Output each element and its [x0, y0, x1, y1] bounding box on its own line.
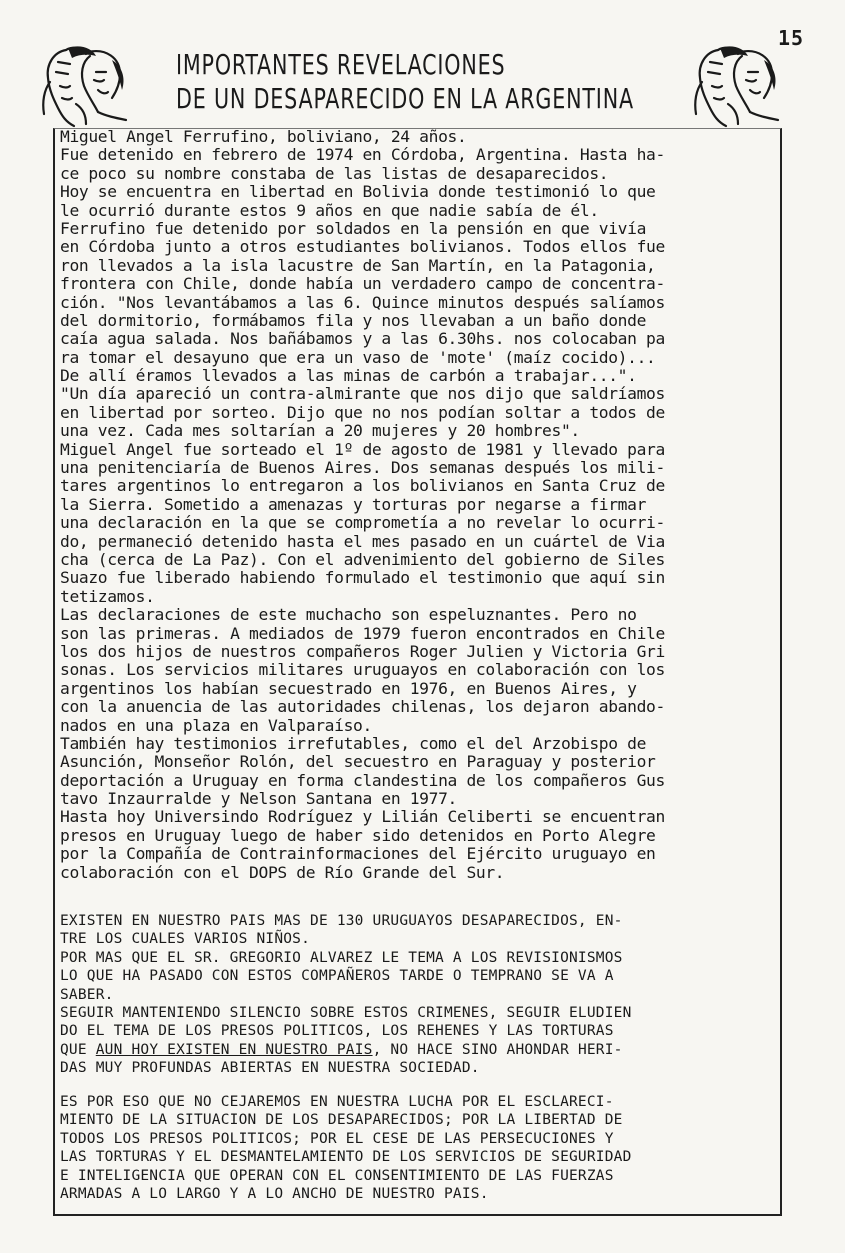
article-line: También hay testimonios irrefutables, como el del Arzobispo de: [60, 733, 647, 753]
page-number: 15: [778, 26, 805, 50]
notice-line: DAS MUY PROFUNDAS ABIERTAS EN NUESTRA SOCIEDAD.: [60, 1060, 480, 1077]
notice-line: POR MAS QUE EL SR. GREGORIO ALVAREZ LE TEMA A LOS REVISIONISMOS: [60, 949, 623, 966]
notice-line: EXISTEN EN NUESTRO PAIS MAS DE 130 URUGUAYOS DESAPARECIDOS, EN-: [60, 913, 623, 929]
article-line: le ocurrió durante estos 9 años en que nadie sabía de él.: [60, 200, 599, 220]
headline-line-2: DE UN DESAPARECIDO EN LA ARGENTINA: [176, 82, 634, 115]
notice-line: LAS TORTURAS Y EL DESMANTELAMIENTO DE LOS SERVICIOS DE SEGURIDAD: [60, 1149, 632, 1166]
article-line: ra tomar el desayuno que era un vaso de 'mote' (maíz cocido)...: [60, 347, 656, 367]
article-line: sonas. Los servicios militares uruguayos en colaboración con los: [60, 660, 665, 680]
notice-line: [60, 1041, 780, 1059]
article-line: tares argentinos lo entregaron a los bolivianos en Santa Cruz de: [60, 476, 665, 496]
article-line: Hasta hoy Universindo Rodríguez y Lilián Celiberti se encuentran: [60, 807, 665, 827]
article-line: Miguel Angel Ferrufino, boliviano, 24 años.: [60, 127, 467, 146]
article-body: [60, 128, 780, 882]
article-line: una vez. Cada mes soltarían a 20 mujeres y 20 hombres".: [60, 421, 580, 441]
article-line: por la Compañía de Contrainformaciones del Ejército uruguayo en: [60, 844, 656, 864]
notice-line: DO EL TEMA DE LOS PRESOS POLITICOS, LOS REHENES Y LAS TORTURAS: [60, 1023, 614, 1040]
article-line: Hoy se encuentra en libertad en Bolivia donde testimonió lo que: [60, 182, 656, 202]
notice-line: LO QUE HA PASADO CON ESTOS COMPAÑEROS TARDE O TEMPRANO SE VA A: [60, 968, 614, 985]
article-line: tavo Inzaurralde y Nelson Santana en 1977.: [60, 789, 457, 809]
faces-logo-left-icon: [36, 42, 132, 128]
article-line: en libertad por sorteo. Dijo que no nos podían soltar a todos de: [60, 402, 665, 422]
article-line: Miguel Angel fue sorteado el 1º de agosto de 1981 y llevado para: [60, 439, 665, 459]
article-line: los dos hijos de nuestros compañeros Roger Julien y Victoria Gri: [60, 641, 665, 661]
article-line: una penitenciaría de Buenos Aires. Dos semanas después los mili-: [60, 458, 665, 478]
article-line: con la anuencia de las autoridades chilenas, los dejaron abando-: [60, 697, 665, 717]
notice-line: ARMADAS A LO LARGO Y A LO ANCHO DE NUESTRO PAIS.: [60, 1185, 489, 1202]
article-line: en Córdoba junto a otros estudiantes bolivianos. Todos ellos fue: [60, 237, 665, 257]
article-line: caía agua salada. Nos bañábamos y a las 6.30hs. nos colocaban pa: [60, 329, 665, 349]
article-line: ce poco su nombre constaba de las listas de desaparecidos.: [60, 163, 609, 183]
article-line: presos en Uruguay luego de haber sido detenidos en Porto Alegre: [60, 825, 656, 845]
article-line: De allí éramos llevados a las minas de carbón a trabajar...".: [60, 366, 637, 386]
article-line: la Sierra. Sometido a amenazas y torturas por negarse a firmar: [60, 494, 647, 514]
article-line: deportación a Uruguay en forma clandestina de los compañeros Gus: [60, 770, 665, 790]
article-line: do, permaneció detenido hasta el mes pasado en un cuártel de Via: [60, 531, 665, 551]
article-line: del dormitorio, formábamos fila y nos llevaban a un baño donde: [60, 310, 647, 330]
notice-text: QUE: [60, 1041, 96, 1058]
notice-line: MIENTO DE LA SITUACION DE LOS DESAPARECIDOS; POR LA LIBERTAD DE: [60, 1112, 623, 1129]
article-line: cha (cerca de La Paz). Con el advenimiento del gobierno de Siles: [60, 549, 665, 569]
notice-line: SABER.: [60, 986, 114, 1003]
faces-logo-right-icon: [688, 42, 784, 128]
headline: [176, 48, 634, 116]
notice-text: , NO HACE SINO AHONDAR HERI-: [372, 1041, 623, 1058]
article-line: son las primeras. A mediados de 1979 fueron encontrados en Chile: [60, 623, 665, 643]
article-line: argentinos los habían secuestrado en 1976, en Buenos Aires, y: [60, 678, 637, 698]
article-line: Suazo fue liberado habiendo formulado el testimonio que aquí sin: [60, 568, 665, 588]
article-line: Fue detenido en febrero de 1974 en Córdoba, Argentina. Hasta ha-: [60, 145, 665, 165]
article-line: "Un día apareció un contra-almirante que nos dijo que saldríamos: [60, 384, 665, 404]
article-line: ron llevados a la isla lacustre de San Martín, en la Patagonia,: [60, 255, 656, 275]
article-line: nados en una plaza en Valparaíso.: [60, 715, 372, 735]
article-line: frontera con Chile, donde había un verdadero campo de concentra-: [60, 274, 665, 294]
article-line: Asunción, Monseñor Rolón, del secuestro en Paraguay y posterior: [60, 752, 656, 772]
article-line: Ferrufino fue detenido por soldados en la pensión en que vivía: [60, 218, 647, 238]
notice-line: ES POR ESO QUE NO CEJAREMOS EN NUESTRA LUCHA POR EL ESCLARECI-: [60, 1094, 614, 1110]
article-line: ción. "Nos levantábamos a las 6. Quince minutos después salíamos: [60, 292, 665, 312]
notice-block-2: [60, 1093, 780, 1203]
article-line: una declaración en la que se comprometía a no revelar lo ocurri-: [60, 513, 665, 533]
notice-line: TODOS LOS PRESOS POLITICOS; POR EL CESE DE LAS PERSECUCIONES Y: [60, 1130, 614, 1147]
notice-line: TRE LOS CUALES VARIOS NIÑOS.: [60, 931, 311, 948]
headline-line-1: IMPORTANTES REVELACIONES: [176, 48, 506, 81]
underlined-phrase: AUN HOY EXISTEN EN NUESTRO PAIS: [95, 1041, 373, 1058]
notice-line: SEGUIR MANTENIENDO SILENCIO SOBRE ESTOS CRIMENES, SEGUIR ELUDIEN: [60, 1004, 632, 1021]
article-line: Las declaraciones de este muchacho son espeluznantes. Pero no: [60, 605, 637, 625]
notice-line: E INTELIGENCIA QUE OPERAN CON EL CONSENTIMIENTO DE LAS FUERZAS: [60, 1167, 614, 1184]
article-line: colaboración con el DOPS de Río Grande del Sur.: [60, 862, 505, 882]
notice-block-1: [60, 912, 780, 1078]
article-line: tetizamos.: [60, 586, 155, 606]
